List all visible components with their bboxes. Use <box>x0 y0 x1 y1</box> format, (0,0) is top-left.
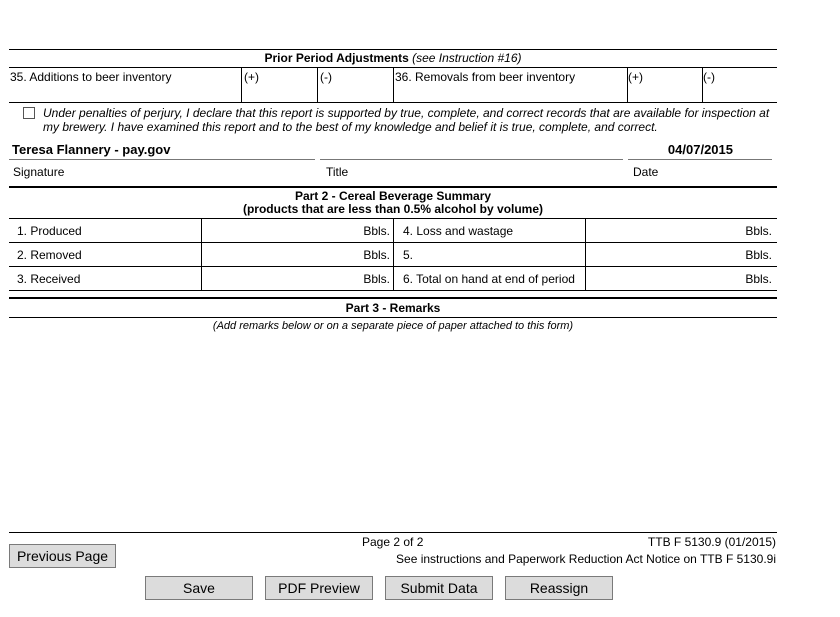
divider <box>201 218 202 291</box>
date-label: Date <box>633 165 659 179</box>
part2-line2-field[interactable] <box>202 243 392 266</box>
submit-data-button[interactable]: Submit Data <box>385 576 493 600</box>
part2-line6-field[interactable] <box>586 267 776 290</box>
part2-line2-label: 2. Removed <box>17 248 82 262</box>
declaration-text-1: Under penalties of perjury, I declare that this report is supported by true, complete, and correct records that are available for inspection at <box>43 106 770 120</box>
line36-plus-label: (+) <box>628 70 643 84</box>
part2-line5-unit: Bbls. <box>745 248 772 262</box>
date-line <box>628 159 772 160</box>
part2-line6-label: 6. Total on hand at end of period <box>403 272 575 286</box>
prior-period-title: Prior Period Adjustments <box>264 51 409 65</box>
form-id: TTB F 5130.9 (01/2015) <box>647 535 776 549</box>
part2-line1-unit: Bbls. <box>363 224 390 238</box>
part2-line4-field[interactable] <box>586 219 776 242</box>
page-indicator: Page 2 of 2 <box>362 535 424 549</box>
divider <box>393 67 394 102</box>
part2-line4-label: 4. Loss and wastage <box>403 224 514 238</box>
pdf-preview-button[interactable]: PDF Preview <box>265 576 373 600</box>
line35-minus-field[interactable] <box>318 68 393 101</box>
title-label: Title <box>326 165 349 179</box>
part2-line3-field[interactable] <box>202 267 392 290</box>
divider <box>585 218 586 291</box>
part3-note: (Add remarks below or on a separate piece of paper attached to this form) <box>212 320 574 332</box>
line36-minus-field[interactable] <box>703 68 776 101</box>
part2-line4-unit: Bbls. <box>745 224 772 238</box>
prior-period-bottom-rule <box>9 102 777 103</box>
line36-label: 36. Removals from beer inventory <box>395 70 576 84</box>
part2-line5-field[interactable] <box>586 243 776 266</box>
divider <box>393 218 394 291</box>
declaration-text-2: my brewery. I have examined this report and to the best of my knowledge and belief it is true, complete, and correct. <box>43 120 658 134</box>
part2-line2-unit: Bbls. <box>363 248 390 262</box>
signature-line <box>9 159 315 160</box>
top-rule <box>9 49 777 50</box>
part2-line5-label: 5. <box>403 248 414 262</box>
prior-period-note: (see Instruction #16) <box>412 51 522 65</box>
instructions-notice: See instructions and Paperwork Reduction Act Notice on TTB F 5130.9i <box>396 552 776 566</box>
part2-line3-label: 3. Received <box>17 272 81 286</box>
part2-line6-unit: Bbls. <box>745 272 772 286</box>
footer-rule <box>9 532 777 533</box>
line35-label: 35. Additions to beer inventory <box>10 70 172 84</box>
part3-header-rule <box>9 317 777 318</box>
part2-top-rule <box>9 186 777 188</box>
save-button[interactable]: Save <box>145 576 253 600</box>
signature-value: Teresa Flannery - pay.gov <box>12 142 171 157</box>
line36-minus-label: (-) <box>703 70 715 84</box>
line35-minus-label: (-) <box>320 70 332 84</box>
part3-top-rule <box>9 297 777 299</box>
prior-period-header <box>9 51 777 65</box>
signature-label: Signature <box>13 165 65 179</box>
title-line <box>320 159 623 160</box>
part2-line1-label: 1. Produced <box>17 224 82 238</box>
line36-plus-field[interactable] <box>628 68 702 101</box>
remarks-textarea[interactable] <box>9 334 777 530</box>
line35-plus-field[interactable] <box>242 68 317 101</box>
part2-subtitle: (products that are less than 0.5% alcohol by volume) <box>242 202 544 216</box>
part2-line3-unit: Bbls. <box>363 272 390 286</box>
reassign-button[interactable]: Reassign <box>505 576 613 600</box>
part2-title: Part 2 - Cereal Beverage Summary <box>294 189 492 203</box>
part3-title: Part 3 - Remarks <box>345 301 441 315</box>
previous-page-button[interactable]: Previous Page <box>9 544 116 568</box>
date-value: 04/07/2015 <box>667 142 733 157</box>
part2-line1-field[interactable] <box>202 219 392 242</box>
line35-plus-label: (+) <box>244 70 259 84</box>
declaration-checkbox[interactable] <box>23 107 35 119</box>
